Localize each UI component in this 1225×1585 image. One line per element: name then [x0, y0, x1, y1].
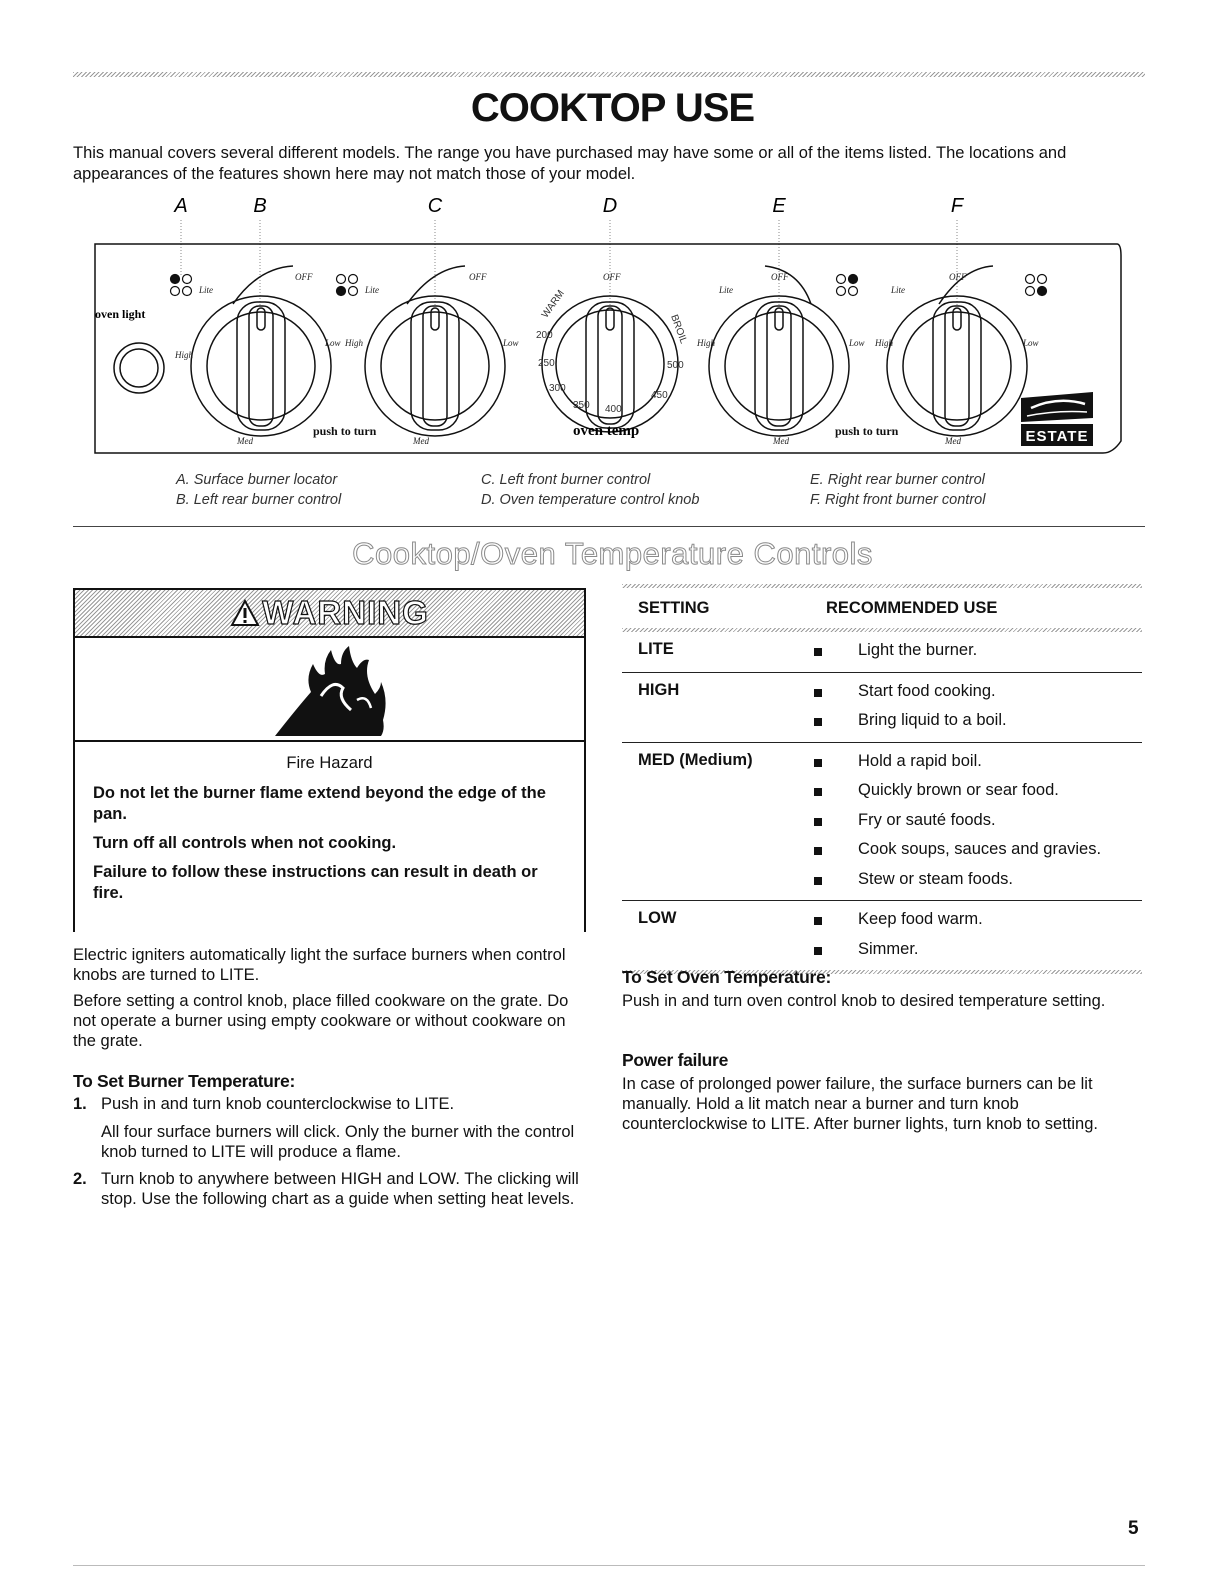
oven-temp-heading: To Set Oven Temperature: [622, 967, 832, 987]
power-failure-heading: Power failure [622, 1050, 728, 1070]
callout-c: C [427, 196, 443, 217]
temp-label: 500 [667, 360, 684, 371]
legend-item-e: E. Right rear burner control [810, 472, 985, 488]
knob-label-med: Med [413, 436, 429, 446]
svg-text:push to turn: push to turn [313, 424, 377, 438]
recommended-use-item: Hold a rapid boil. [814, 747, 1142, 777]
legend-item-f: F. Right front burner control [810, 492, 986, 508]
cookware-paragraph: Before setting a control knob, place filled cookware on the grate. Do not operate a burner using empty cookware or without cookware on the grate. [73, 992, 569, 1050]
recommended-use-item: Fry or sauté foods. [814, 806, 1142, 836]
knob-label-low: Low [1023, 338, 1039, 348]
power-failure-text: In case of prolonged power failure, the surface burners can be lit manually. Hold a lit match near a burner and turn knob counterclockwise to LITE. After burner lights, turn knob to setting. [622, 1075, 1098, 1133]
warning-title: WARNING [262, 594, 429, 631]
setting-cell: LOW [638, 909, 677, 927]
knob-label-high: High [175, 350, 193, 360]
recommended-use-item: Quickly brown or sear food. [814, 776, 1142, 806]
legend-item-a: A. Surface burner locator [176, 472, 338, 488]
fire-icon [75, 638, 588, 740]
knob-label-warm: WARM [539, 288, 567, 321]
estate-logo [1021, 392, 1093, 446]
intro-paragraph: This manual covers several different models. The range you have purchased may have some or all of the items listed. The locations and appearances of the features shown here may not match those of your model. [73, 144, 1067, 183]
knob-label-high: High [697, 338, 715, 348]
warning-triangle-icon [230, 599, 260, 627]
callout-a: A [174, 196, 188, 217]
table-body [622, 632, 1142, 970]
knob-label-low: Low [503, 338, 519, 348]
temp-label: 400 [605, 404, 622, 415]
control-panel-diagram [73, 196, 1145, 466]
page-title: COOKTOP USE [470, 86, 755, 130]
temp-label: 300 [549, 383, 566, 394]
knob-label-off: OFF [469, 272, 487, 282]
legend-item-c: C. Left front burner control [481, 472, 651, 488]
warning-hazard: Fire Hazard [286, 754, 373, 772]
svg-text:ESTATE: ESTATE [1025, 428, 1089, 445]
table-header [622, 588, 1142, 628]
knob-e [709, 296, 849, 436]
recommended-use-item: Start food cooking. [814, 677, 1142, 707]
recommended-use-item: Cook soups, sauces and gravies. [814, 835, 1142, 865]
knob-label-med: Med [945, 436, 961, 446]
knob-label-lite: Lite [719, 285, 734, 295]
svg-text:oven temp: oven temp [573, 423, 640, 439]
step-text: Turn knob to anywhere between HIGH and LOW. The clicking will stop. Use the following chart as a guide when setting heat levels. [101, 1170, 579, 1208]
setting-cell: LITE [638, 640, 674, 658]
table-row [622, 632, 1142, 673]
legend-item-d: D. Oven temperature control knob [481, 492, 700, 508]
warning-header [75, 590, 584, 638]
oven-light-label: oven light [95, 307, 146, 321]
knob-label-off: OFF [295, 272, 313, 282]
table-row [622, 743, 1142, 902]
callout-f: F [950, 196, 964, 217]
recommended-use-item: Light the burner. [814, 636, 1142, 666]
header-setting: SETTING [638, 598, 710, 617]
recommended-use-item: Simmer. [814, 935, 1142, 965]
callout-d: D [602, 196, 618, 217]
svg-text:push to turn: push to turn [835, 424, 899, 438]
header-recommended-use: RECOMMENDED USE [826, 598, 998, 617]
oven-temp-text: Push in and turn oven control knob to desired temperature setting. [622, 992, 1106, 1010]
knob-label-lite: Lite [199, 285, 214, 295]
oven-light-switch [114, 343, 164, 393]
bottom-rule [73, 1565, 1145, 1566]
setting-cell: MED (Medium) [638, 750, 753, 769]
temp-label: 250 [538, 358, 555, 369]
knob-label-med: Med [237, 436, 253, 446]
knob-label-high: High [345, 338, 363, 348]
step-number: 1. [73, 1095, 87, 1113]
callout-b: B [253, 196, 267, 217]
table-row [622, 901, 1142, 970]
igniters-paragraph: Electric igniters automatically light the surface burners when control knobs are turned to LITE. [73, 946, 566, 984]
settings-table [622, 584, 1142, 974]
knob-label-off: OFF [771, 272, 789, 282]
section-divider [73, 526, 1145, 527]
recommended-use-item: Stew or steam foods. [814, 865, 1142, 895]
recommended-use-item: Bring liquid to a boil. [814, 706, 1142, 736]
temp-label: 350 [573, 400, 590, 411]
warning-box [73, 588, 586, 932]
step-subtext: All four surface burners will click. Only the burner with the control knob turned to LITE will produce a flame. [101, 1123, 575, 1161]
top-rule [73, 72, 1145, 77]
step-text: Push in and turn knob counterclockwise to LITE. [101, 1095, 455, 1113]
knob-label-lite: Lite [891, 285, 906, 295]
knob-c [365, 296, 505, 436]
warning-line: Do not let the burner flame extend beyond the edge of the pan. [93, 784, 546, 823]
recommended-use-item: Keep food warm. [814, 905, 1142, 935]
burner-temp-heading: To Set Burner Temperature: [73, 1071, 296, 1091]
knob-label-off: OFF [949, 272, 967, 282]
page-number: 5 [1128, 1518, 1139, 1539]
knob-b [191, 296, 331, 436]
callout-e: E [772, 196, 786, 217]
warning-line: Failure to follow these instructions can result in death or fire. [93, 863, 538, 902]
legend-item-b: B. Left rear burner control [176, 492, 342, 508]
temp-label: 200 [536, 330, 553, 341]
knob-label-low: Low [849, 338, 865, 348]
step-1 [73, 1094, 593, 1162]
setting-cell: HIGH [638, 680, 680, 699]
warning-fire-area [75, 638, 584, 742]
temp-label: 450 [651, 390, 668, 401]
knob-label-high: High [875, 338, 893, 348]
knob-label-low: Low [325, 338, 341, 348]
table-row [622, 673, 1142, 743]
step-2 [73, 1169, 593, 1209]
section-heading: Cooktop/Oven Temperature Controls [352, 536, 873, 571]
knob-label-broil: BROIL [668, 313, 689, 346]
knob-label-med: Med [773, 436, 789, 446]
warning-line: Turn off all controls when not cooking. [93, 834, 397, 852]
warning-body [75, 742, 584, 930]
knob-f [887, 296, 1027, 436]
step-number: 2. [73, 1170, 87, 1188]
knob-label-off: OFF [603, 272, 621, 282]
knob-label-lite: Lite [365, 285, 380, 295]
